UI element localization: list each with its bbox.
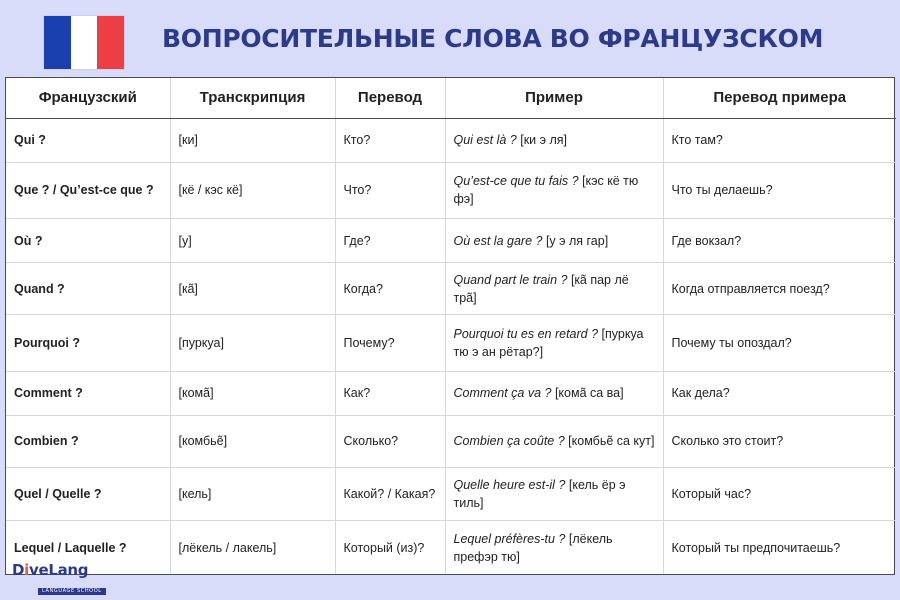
divelang-logo — [12, 561, 106, 594]
vocabulary-table — [6, 78, 896, 574]
column-header-french: Французский — [6, 78, 170, 118]
cell-translation: Который (из)? — [335, 521, 445, 574]
cell-french-word: Pourquoi ? — [6, 315, 170, 371]
cell-example-translation: Который ты предпочитаешь? — [663, 521, 896, 574]
example-french: Comment ça va ? — [453, 386, 552, 401]
cell-example — [445, 263, 663, 315]
cell-example — [445, 315, 663, 371]
cell-french-word: Où ? — [6, 218, 170, 262]
cell-french-word: Quand ? — [6, 263, 170, 315]
table-row — [6, 218, 896, 262]
cell-translation: Как? — [335, 371, 445, 415]
cell-french-word: Combien ? — [6, 415, 170, 467]
cell-example — [445, 467, 663, 520]
example-transcription: [ки э ля] — [520, 133, 568, 148]
cell-example — [445, 118, 663, 162]
france-flag-icon — [44, 16, 124, 69]
flag-stripe-white — [71, 16, 98, 69]
cell-example — [445, 218, 663, 262]
cell-translation: Какой? / Какая? — [335, 467, 445, 520]
example-french: Qui est là ? — [453, 133, 517, 148]
cell-french-word: Comment ? — [6, 371, 170, 415]
logo-subtitle: LANGUAGE SCHOOL — [38, 588, 106, 595]
table-row — [6, 415, 896, 467]
cell-transcription: [кель] — [170, 467, 335, 520]
cell-french-word: Qui ? — [6, 118, 170, 162]
logo-text-post: veLang — [29, 561, 89, 579]
table-row — [6, 371, 896, 415]
table-row — [6, 263, 896, 315]
example-french: Pourquoi tu es en retard ? — [453, 326, 599, 341]
column-header-example: Пример — [445, 78, 663, 118]
example-french: Lequel préfères-tu ? — [453, 531, 566, 546]
example-transcription: [пуркуа тю э ан рётар?] — [453, 326, 644, 359]
example-transcription: [кэс кё тю фэ] — [453, 174, 639, 207]
column-header-transcription: Транскрипция — [170, 78, 335, 118]
logo-wordmark — [12, 561, 106, 579]
column-header-example-translation: Перевод примера — [663, 78, 896, 118]
table-header-row — [6, 78, 896, 118]
cell-example-translation: Кто там? — [663, 118, 896, 162]
cell-transcription: [ки] — [170, 118, 335, 162]
cell-transcription: [кã] — [170, 263, 335, 315]
cell-example — [445, 415, 663, 467]
cell-french-word: Lequel / Laquelle ? — [6, 521, 170, 574]
flag-stripe-blue — [44, 16, 71, 69]
example-transcription: [кã пар лё трã] — [453, 272, 629, 305]
example-french: Qu’est-ce que tu fais ? — [453, 174, 579, 189]
cell-example-translation: Почему ты опоздал? — [663, 315, 896, 371]
table-row — [6, 118, 896, 162]
example-french: Quelle heure est-il ? — [453, 478, 566, 493]
cell-example-translation: Как дела? — [663, 371, 896, 415]
cell-example — [445, 371, 663, 415]
example-transcription: [комã са ва] — [554, 386, 624, 401]
example-french: Quand part le train ? — [453, 272, 568, 287]
header — [0, 0, 900, 76]
cell-translation: Что? — [335, 162, 445, 218]
cell-example — [445, 162, 663, 218]
example-transcription: [лёкель префэр тю] — [453, 531, 613, 564]
table-row — [6, 467, 896, 520]
logo-text-pre: D — [12, 561, 25, 579]
example-french: Combien ça coûte ? — [453, 434, 565, 449]
table-body — [6, 118, 896, 574]
cell-example-translation: Который час? — [663, 467, 896, 520]
table-row — [6, 162, 896, 218]
table-row — [6, 521, 896, 574]
logo-text-accent: i — [24, 561, 29, 579]
cell-translation: Когда? — [335, 263, 445, 315]
cell-transcription: [комã] — [170, 371, 335, 415]
example-transcription: [у э ля гар] — [545, 233, 609, 248]
cell-translation: Кто? — [335, 118, 445, 162]
example-transcription: [кель ёр э тиль] — [453, 478, 626, 511]
cell-transcription: [пуркуа] — [170, 315, 335, 371]
cell-transcription: [кё / кэс кё] — [170, 162, 335, 218]
flag-stripe-red — [97, 16, 124, 69]
vocabulary-table-container — [5, 77, 895, 575]
cell-example — [445, 521, 663, 574]
example-transcription: [комбьẽ са кут] — [568, 434, 655, 449]
cell-example-translation: Что ты делаешь? — [663, 162, 896, 218]
cell-transcription: [комбьẽ] — [170, 415, 335, 467]
cell-translation: Где? — [335, 218, 445, 262]
page-title: ВОПРОСИТЕЛЬНЫЕ СЛОВА ВО ФРАНЦУЗСКОМ — [162, 24, 824, 53]
cell-french-word: Quel / Quelle ? — [6, 467, 170, 520]
cell-translation: Почему? — [335, 315, 445, 371]
cell-example-translation: Где вокзал? — [663, 218, 896, 262]
cell-translation: Сколько? — [335, 415, 445, 467]
cell-example-translation: Когда отправляется поезд? — [663, 263, 896, 315]
example-french: Où est la gare ? — [453, 233, 543, 248]
cell-french-word: Que ? / Qu’est-ce que ? — [6, 162, 170, 218]
column-header-translation: Перевод — [335, 78, 445, 118]
table-row — [6, 315, 896, 371]
cell-transcription: [лёкель / лакель] — [170, 521, 335, 574]
cell-transcription: [у] — [170, 218, 335, 262]
cell-example-translation: Сколько это стоит? — [663, 415, 896, 467]
